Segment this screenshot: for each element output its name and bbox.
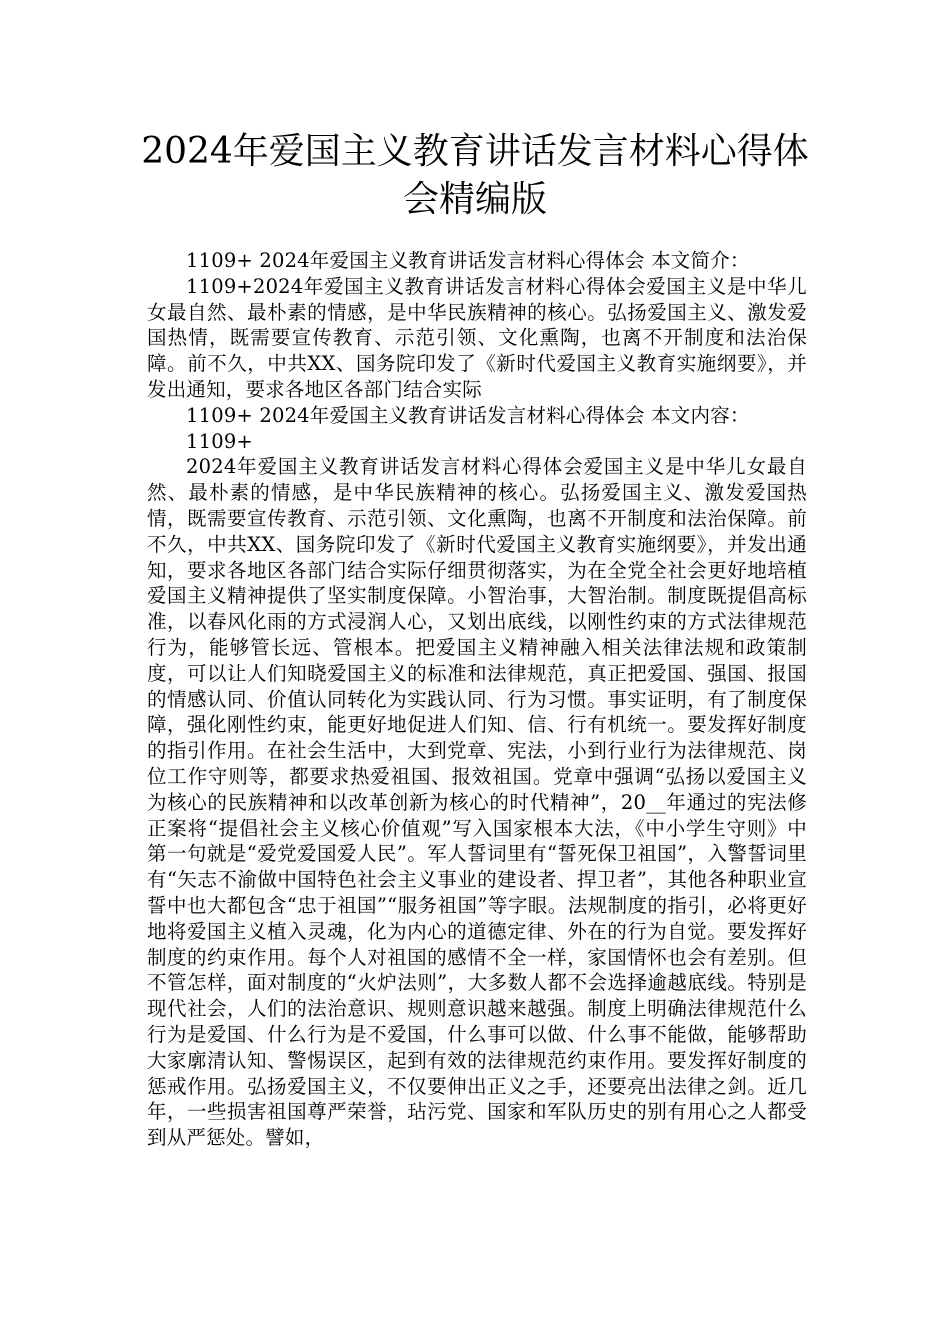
- content-code-line: 1109+: [186, 429, 253, 453]
- document-title: 2024年爱国主义教育讲话发言材料心得体会精编版: [141, 131, 809, 220]
- main-body-paragraph: 2024年爱国主义教育讲话发言材料心得体会爱国主义是中华儿女最自然、最朴素的情感，是中华民族精神的核心。弘扬爱国主义、激发爱国热情，既需要宣传教育、示范引领、文化熏陶，也离不开制度和法治保障。前不久，中共XX、国务院印发了《新时代爱国主义教育实施纲要》，并发出通知，要求各地区各部门结合实际仔细贯彻落实，为在全党全社会更好地培植爱国主义精神提供了坚实制度保障。小智治事，大智治制。制度既提倡高标准，以春风化雨的方式浸润人心，又划出底线，以刚性约束的方式法律规范行为，能够管长远、管根本。把爱国主义精神融入相关法律法规和政策制度，可以让人们知晓爱国主义的标准和法律规范，真正把爱国、强国、报国的情感认同、价值认同转化为实践认同、行为习惯。事实证明，有了制度保障，强化刚性约束，能更好地促进人们知、信、行有机统一。要发挥好制度的指引作用。在社会生活中，大到党章、宪法，小到行业行为法律规范、岗位工作守则等，都要求热爱祖国、报效祖国。党章中强调“弘扬以爱国主义为核心的民族精神和以改革创新为核心的时代精神”，20__年通过的宪法修正案将“提倡社会主义核心价值观”写入国家根本大法，《中小学生守则》中第一句就是“爱党爱国爱人民”。军人誓词里有“誓死保卫祖国”，入警誓词里有“矢志不渝做中国特色社会主义事业的建设者、捍卫者”，其他各种职业宣誓中也大都包含“忠于祖国”“服务祖国”等字眼。法规制度的指引，必将更好地将爱国主义植入灵魂，化为内心的道德定律、外在的行为自觉。要发挥好制度的约束作用。每个人对祖国的感情不全一样，家国情怀也会有差别。但不管怎样，面对制度的“火炉法则”，大多数人都不会选择逾越底线。特别是现代社会，人们的法治意识、规则意识越来越强。制度上明确法律规范什么行为是爱国、什么行为是不爱国，什么事可以做、什么事不能做，能够帮助大家廓清认知、警惕误区，起到有效的法律规范约束作用。要发挥好制度的惩戒作用。弘扬爱国主义，不仅要伸出正义之手，还要亮出法律之剑。近几年，一些损害祖国尊严荣誉，玷污党、国家和军队历史的别有用心之人都受到从严惩处。譬如，: [147, 455, 807, 1150]
- intro-summary-heading: 1109+ 2024年爱国主义教育讲话发言材料心得体会 本文简介：: [186, 249, 750, 272]
- content-heading: 1109+ 2024年爱国主义教育讲话发言材料心得体会 本文内容：: [186, 403, 750, 427]
- intro-summary-paragraph: 1109+2024年爱国主义教育讲话发言材料心得体会爱国主义是中华儿女最自然、最朴素的情感，是中华民族精神的核心。弘扬爱国主义、激发爱国热情，既需要宣传教育、示范引领、文化熏陶，也离不开制度和法治保障。前不久，中共XX、国务院印发了《新时代爱国主义教育实施纲要》，并发出通知，要求各地区各部门结合实际: [147, 274, 807, 401]
- document-body: [147, 248, 807, 1151]
